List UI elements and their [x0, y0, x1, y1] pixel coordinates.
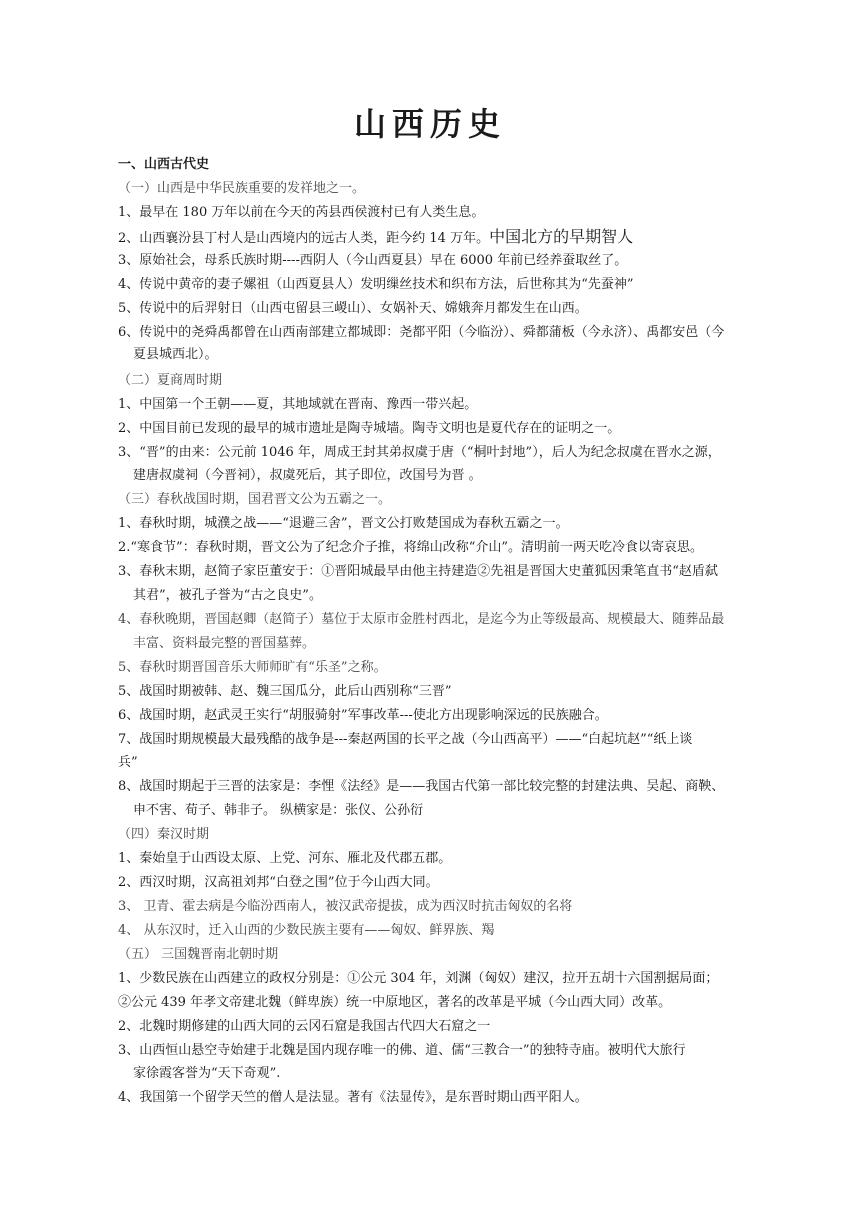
paragraph-line-continued: 其君”，被孔子誉为“古之良史”。 — [133, 588, 322, 603]
paragraph-line: 2、北魏时期修建的山西大同的云冈石窟是我国古代四大石窟之一 — [118, 1019, 491, 1034]
paragraph-line: 3、山西恒山悬空寺始建于北魏是国内现存唯一的佛、道、儒“三教合一”的独特寺庙。被明代大旅行 — [118, 1043, 686, 1058]
paragraph-line-continued: 丰富、资料最完整的晋国墓葬。 — [133, 636, 316, 651]
paragraph-line: 1、秦始皇于山西设太原、上党、河东、雁北及代郡五郡。 — [118, 851, 452, 866]
subsection-heading: （五） 三国魏晋南北朝时期 — [118, 947, 279, 962]
section-heading: 一、山西古代史 — [118, 157, 210, 172]
subsection-heading: （一）山西是中华民族重要的发祥地之一。 — [118, 181, 366, 196]
paragraph-line: 5、春秋时期晋国音乐大师师旷有“乐圣”之称。 — [118, 660, 387, 675]
paragraph-line: 3、春秋末期，赵简子家臣董安于：①晋阳城最早由他主持建造②先祖是晋国大史董狐因秉笔直书“赵盾弑 — [118, 564, 718, 579]
paragraph-line: 1、少数民族在山西建立的政权分别是：①公元 304 年，刘渊（匈奴）建汉，拉开五胡十六国割据局面； — [118, 971, 719, 986]
paragraph-line-continued: 夏县城西北）。 — [133, 347, 218, 362]
paragraph-line: 4、 从东汉时，迁入山西的少数民族主要有——匈奴、鲜界族、羯 — [118, 923, 495, 938]
paragraph-line: 4、传说中黄帝的妻子嫘祖（山西夏县人）发明缫丝技术和织布方法，后世称其为“先蚕神” — [118, 277, 634, 292]
paragraph-line: 4、我国第一个留学天竺的僧人是法显。著有《法显传》，是东晋时期山西平阳人。 — [118, 1090, 588, 1105]
paragraph-line: 1、最早在 180 万年以前在今天的芮县西侯渡村已有人类生息。 — [118, 205, 485, 220]
paragraph-line: 2、西汉时期，汉高祖刘邦“白登之围”位于今山西大同。 — [118, 875, 439, 890]
paragraph-text: 2、山西襄汾县丁村人是山西境内的远古人类，距今约 14 万年。 — [118, 231, 490, 246]
paragraph-line: 1、中国第一个王朝——夏，其地域就在晋南、豫西一带兴起。 — [118, 397, 478, 412]
paragraph-line: 兵” — [118, 755, 138, 770]
paragraph-line: 5、传说中的后羿射日（山西屯留县三嵕山）、女娲补天、嫦娥奔月都发生在山西。 — [118, 301, 588, 316]
paragraph-line: 5、战国时期被韩、赵、魏三国瓜分，此后山西别称“三晋” — [118, 684, 452, 699]
paragraph-line: 1、春秋时期，城濮之战——“退避三舍”，晋文公打败楚国成为春秋五霸之一。 — [118, 516, 569, 531]
document-title: 山西历史 — [353, 105, 506, 143]
paragraph-text-large: 中国北方的早期智人 — [489, 227, 634, 246]
paragraph-line-continued: 建唐叔虞祠（今晋祠），叔虞死后，其子即位，改国号为晋 。 — [133, 468, 482, 483]
paragraph-line: 4、春秋晚期，晋国赵卿（赵简子）墓位于太原市金胜村西北，是迄今为止等级最高、规模最大、随葬品最 — [118, 612, 725, 627]
paragraph-line: 8、战国时期起于三晋的法家是：李悝《法经》是——我国古代第一部比较完整的封建法典、吴起、商鞅、 — [118, 779, 725, 794]
paragraph-line: 2、中国目前已发现的最早的城市遗址是陶寺城墙。陶寺文明也是夏代存在的证明之一。 — [118, 421, 621, 436]
paragraph-line: 3、 卫青、霍去病是今临汾西南人，被汉武帝提拔，成为西汉时抗击匈奴的名将 — [118, 899, 573, 914]
paragraph-line: ②公元 439 年孝文帝建北魏（鲜卑族）统一中原地区，著名的改革是平城（今山西大同）改革。 — [118, 995, 672, 1010]
paragraph-line: 6、战国时期，赵武灵王实行“胡服骑射”军事改革---使北方出现影响深远的民族融合。 — [118, 708, 608, 723]
paragraph-line: 2.“寒食节”：春秋时期，晋文公为了纪念介子推，将绵山改称“介山”。清明前一两天吃冷食以寄哀思。 — [118, 540, 703, 555]
subsection-heading: （三）春秋战国时期，国君晋文公为五霸之一。 — [118, 492, 392, 507]
subsection-heading: （二）夏商周时期 — [118, 373, 223, 388]
paragraph-line: 6、传说中的尧舜禹都曾在山西南部建立都城即：尧都平阳（今临汾）、舜都蒲板（今永济）、禹都安邑（今 — [118, 325, 725, 340]
paragraph-line — [118, 228, 738, 248]
paragraph-line-continued: 家徐霞客誉为“天下奇观”. — [133, 1066, 281, 1081]
paragraph-line: 3、原始社会，母系氏族时期----西阴人（今山西夏县）早在 6000 年前已经养蚕取丝了。 — [118, 253, 628, 268]
subsection-heading: （四）秦汉时期 — [118, 827, 210, 842]
paragraph-line-continued: 申不害、荀子、韩非子。 纵横家是：张仪、公孙衍 — [133, 803, 424, 818]
paragraph-line: 3、“晋”的由来：公元前 1046 年，周成王封其弟叔虞于唐（“桐叶封地”），后人为纪念叔虞在晋水之源， — [118, 445, 721, 460]
paragraph-line: 7、战国时期规模最大最残酷的战争是---秦赵两国的长平之战（今山西高平）——“白起坑赵”“纸上谈 — [118, 732, 693, 747]
